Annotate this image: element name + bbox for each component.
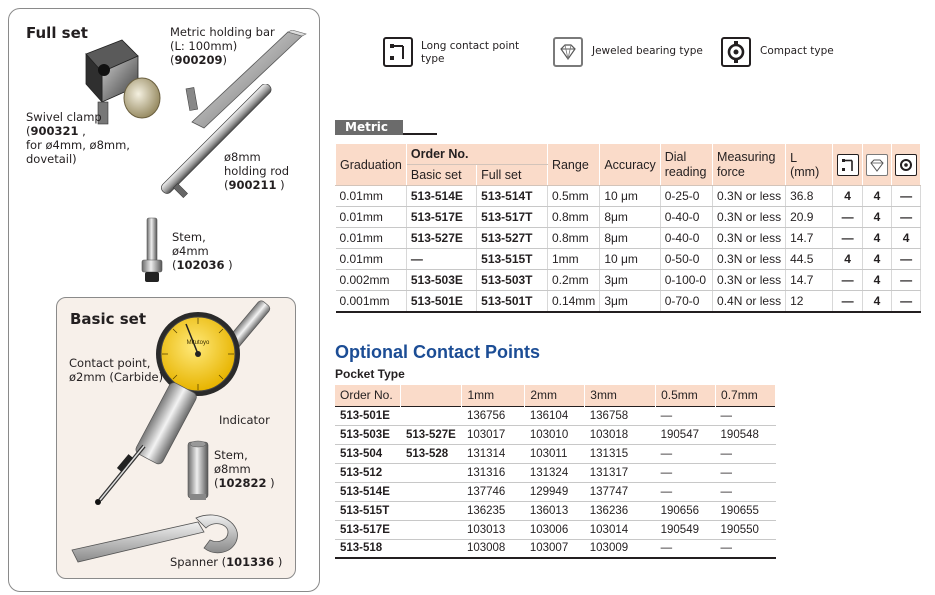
cell-1mm: 103017 bbox=[462, 425, 525, 444]
cell-order-alt bbox=[401, 539, 462, 558]
cell-accuracy: 3μm bbox=[600, 291, 660, 312]
cell-0-5mm: — bbox=[656, 406, 716, 425]
stem8-line2: ø8mm bbox=[214, 462, 251, 476]
cell-accuracy: 8μm bbox=[600, 228, 660, 249]
cell-dial-reading: 0-100-0 bbox=[660, 270, 712, 291]
cell-order: 513-501E bbox=[335, 406, 401, 425]
cell-2mm: 129949 bbox=[525, 482, 585, 501]
metric-row bbox=[336, 207, 921, 228]
th-accuracy: Accuracy bbox=[600, 144, 660, 186]
swivel-code-suffix: , bbox=[78, 124, 86, 138]
cell-force: 0.3N or less bbox=[713, 186, 786, 207]
cell-force: 0.3N or less bbox=[713, 249, 786, 270]
cell-basic-set: 513-517E bbox=[406, 207, 476, 228]
cell-accuracy: 10 μm bbox=[600, 249, 660, 270]
cell-2mm: 103011 bbox=[525, 444, 585, 463]
stem-4mm-image bbox=[136, 216, 168, 288]
cell-graduation: 0.01mm bbox=[336, 228, 407, 249]
cell-order: 513-515T bbox=[335, 501, 401, 520]
cell-3mm: 103014 bbox=[585, 520, 656, 539]
spanner-text: Spanner ( bbox=[170, 555, 227, 569]
th-jeweled bbox=[862, 144, 891, 186]
table-row bbox=[335, 444, 776, 463]
cell-range: 0.8mm bbox=[547, 207, 599, 228]
metric-bar-label: Metric holding bar (L: 100mm) (900209) bbox=[170, 25, 275, 67]
basic-set-title: Basic set bbox=[70, 310, 147, 328]
pocket-type-subtitle: Pocket Type bbox=[335, 367, 405, 381]
swivel-line1: Swivel clamp bbox=[26, 110, 102, 124]
th-full-set: Full set bbox=[477, 165, 548, 186]
cell-2mm: 131324 bbox=[525, 463, 585, 482]
cell-order-alt bbox=[401, 520, 462, 539]
cell-order-alt bbox=[401, 482, 462, 501]
cell-dial-reading: 0-40-0 bbox=[660, 228, 712, 249]
cell-long: 4 bbox=[833, 186, 862, 207]
metric-tab-label: Metric bbox=[335, 120, 403, 135]
cell-2mm: 136013 bbox=[525, 501, 585, 520]
stem8-line1: Stem, bbox=[214, 448, 248, 462]
th-compact bbox=[892, 144, 921, 186]
cell-compact: — bbox=[892, 186, 921, 207]
cell-full-set: 513-514T bbox=[477, 186, 548, 207]
cell-order-alt bbox=[401, 406, 462, 425]
th-force-line1: Measuring bbox=[717, 149, 776, 164]
cell-order-alt bbox=[401, 463, 462, 482]
cell-graduation: 0.01mm bbox=[336, 249, 407, 270]
cell-1mm: 136756 bbox=[462, 406, 525, 425]
cell-compact: — bbox=[892, 207, 921, 228]
cell-force: 0.4N or less bbox=[713, 291, 786, 312]
legend-jeweled: Jeweled bearing type bbox=[592, 45, 703, 57]
cell-jewel: 4 bbox=[862, 228, 891, 249]
cell-full-set: 513-527T bbox=[477, 228, 548, 249]
legend-compact: Compact type bbox=[760, 45, 834, 57]
cell-0-5mm: — bbox=[656, 463, 716, 482]
cell-3mm: 103009 bbox=[585, 539, 656, 558]
th-basic-set: Basic set bbox=[406, 165, 476, 186]
cell-length: 36.8 bbox=[786, 186, 833, 207]
rod-line2: holding rod bbox=[224, 164, 290, 178]
stem-8mm-image bbox=[184, 440, 212, 506]
cell-0-5mm: — bbox=[656, 539, 716, 558]
cell-1mm: 137746 bbox=[462, 482, 525, 501]
stem8-suffix: ) bbox=[266, 476, 275, 490]
cell-range: 0.14mm bbox=[547, 291, 599, 312]
stem-8mm-label: Stem, ø8mm (102822 ) bbox=[214, 448, 275, 490]
stem4-line1: Stem, bbox=[172, 230, 206, 244]
swivel-code: 900321 bbox=[30, 124, 79, 138]
metric-row bbox=[336, 291, 921, 312]
th-order-no bbox=[406, 144, 547, 165]
table-row bbox=[335, 425, 776, 444]
cell-force: 0.3N or less bbox=[713, 207, 786, 228]
contact-line2: ø2mm (Carbide) bbox=[69, 370, 164, 384]
optional-contact-points-title: Optional Contact Points bbox=[335, 342, 540, 362]
table-row bbox=[335, 501, 776, 520]
cell-jewel: 4 bbox=[862, 249, 891, 270]
cell-graduation: 0.01mm bbox=[336, 186, 407, 207]
cell-range: 0.8mm bbox=[547, 228, 599, 249]
cell-basic-set: 513-514E bbox=[406, 186, 476, 207]
metric-row bbox=[336, 249, 921, 270]
table-row bbox=[335, 406, 776, 425]
holding-rod-label: ø8mm holding rod (900211 ) bbox=[224, 150, 290, 192]
th-dial-line1: Dial bbox=[664, 149, 687, 164]
cell-0-7mm: — bbox=[716, 539, 776, 558]
stem4-suffix: ) bbox=[224, 258, 233, 272]
cell-0-7mm: — bbox=[716, 444, 776, 463]
cell-3mm: 131317 bbox=[585, 463, 656, 482]
cell-full-set: 513-503T bbox=[477, 270, 548, 291]
cell-long: — bbox=[833, 207, 862, 228]
cell-0-7mm: — bbox=[716, 406, 776, 425]
rod-line1: ø8mm bbox=[224, 150, 261, 164]
cell-force: 0.3N or less bbox=[713, 228, 786, 249]
cell-long: — bbox=[833, 270, 862, 291]
cell-accuracy: 8μm bbox=[600, 207, 660, 228]
cell-order: 513-514E bbox=[335, 482, 401, 501]
th-measuring-force bbox=[713, 144, 786, 186]
th-long-contact bbox=[833, 144, 862, 186]
swivel-clamp-label: Swivel clamp (900321 , for ø4mm, ø8mm, dovetail) bbox=[26, 110, 130, 166]
swivel-line3: for ø4mm, ø8mm, bbox=[26, 138, 130, 152]
cell-order-alt: 513-527E bbox=[401, 425, 462, 444]
table-row bbox=[335, 463, 776, 482]
legend-long-line1: Long contact point bbox=[421, 40, 520, 52]
cell-full-set: 513-517T bbox=[477, 207, 548, 228]
metric-row bbox=[336, 186, 921, 207]
th-range: Range bbox=[547, 144, 599, 186]
cell-0-7mm: — bbox=[716, 482, 776, 501]
th-graduation: Graduation bbox=[336, 144, 407, 186]
long-contact-point-icon bbox=[837, 154, 859, 176]
long-contact-point-icon bbox=[383, 37, 413, 67]
cell-dial-reading: 0-70-0 bbox=[660, 291, 712, 312]
cell-long: — bbox=[833, 291, 862, 312]
compact-type-icon bbox=[895, 154, 917, 176]
cell-order: 513-512 bbox=[335, 463, 401, 482]
stem-4mm-label: Stem, ø4mm (102036 ) bbox=[172, 230, 233, 272]
cell-dial-reading: 0-50-0 bbox=[660, 249, 712, 270]
cell-order: 513-518 bbox=[335, 539, 401, 558]
cell-basic-set: 513-503E bbox=[406, 270, 476, 291]
metric-row bbox=[336, 228, 921, 249]
th-2mm: 2mm bbox=[525, 385, 585, 406]
cell-1mm: 103008 bbox=[462, 539, 525, 558]
table-row bbox=[335, 520, 776, 539]
cell-graduation: 0.002mm bbox=[336, 270, 407, 291]
cell-3mm: 136236 bbox=[585, 501, 656, 520]
cell-2mm: 103010 bbox=[525, 425, 585, 444]
cell-length: 12 bbox=[786, 291, 833, 312]
cell-length: 14.7 bbox=[786, 270, 833, 291]
metric-bar-code: 900209 bbox=[174, 53, 223, 67]
cell-0-7mm: 190550 bbox=[716, 520, 776, 539]
table-row bbox=[335, 539, 776, 558]
stem4-line2: ø4mm bbox=[172, 244, 209, 258]
cell-order: 513-503E bbox=[335, 425, 401, 444]
cell-full-set: 513-501T bbox=[477, 291, 548, 312]
indicator-label: Indicator bbox=[219, 413, 270, 427]
stem4-code: 102036 bbox=[176, 258, 225, 272]
cell-length: 44.5 bbox=[786, 249, 833, 270]
cell-compact: — bbox=[892, 249, 921, 270]
cell-range: 0.2mm bbox=[547, 270, 599, 291]
cell-jewel: 4 bbox=[862, 207, 891, 228]
cell-accuracy: 10 μm bbox=[600, 186, 660, 207]
cell-0-5mm: — bbox=[656, 444, 716, 463]
spanner-label bbox=[170, 555, 282, 569]
jeweled-bearing-icon bbox=[866, 154, 888, 176]
cell-range: 0.5mm bbox=[547, 186, 599, 207]
rod-code: 900211 bbox=[228, 178, 277, 192]
cell-long: 4 bbox=[833, 249, 862, 270]
cell-order-alt bbox=[401, 501, 462, 520]
th-order-no: Order No. bbox=[335, 385, 401, 406]
cell-length: 20.9 bbox=[786, 207, 833, 228]
cell-0-5mm: 190547 bbox=[656, 425, 716, 444]
th-dial-line2: reading bbox=[664, 164, 707, 179]
metric-table bbox=[335, 143, 921, 313]
jeweled-bearing-icon bbox=[553, 37, 583, 67]
cell-jewel: 4 bbox=[862, 186, 891, 207]
cell-dial-reading: 0-25-0 bbox=[660, 186, 712, 207]
cell-long: — bbox=[833, 228, 862, 249]
legend-long-line2: type bbox=[421, 53, 445, 65]
compact-type-icon bbox=[721, 37, 751, 67]
th-0-5mm: 0.5mm bbox=[656, 385, 716, 406]
metric-bar-line1: Metric holding bar bbox=[170, 25, 275, 39]
stem8-code: 102822 bbox=[218, 476, 267, 490]
th-order-no-text: Order No. bbox=[410, 147, 469, 161]
spanner-suffix: ) bbox=[274, 555, 283, 569]
th-force-line2: force bbox=[717, 164, 745, 179]
cell-0-7mm: 190655 bbox=[716, 501, 776, 520]
cell-basic-set: 513-527E bbox=[406, 228, 476, 249]
cell-3mm: 137747 bbox=[585, 482, 656, 501]
rod-suffix: ) bbox=[276, 178, 285, 192]
cell-jewel: 4 bbox=[862, 270, 891, 291]
cell-0-7mm: 190548 bbox=[716, 425, 776, 444]
swivel-line4: dovetail) bbox=[26, 152, 77, 166]
cell-3mm: 131315 bbox=[585, 444, 656, 463]
cell-length: 14.7 bbox=[786, 228, 833, 249]
cell-0-5mm: 190656 bbox=[656, 501, 716, 520]
cell-0-7mm: — bbox=[716, 463, 776, 482]
cell-compact: — bbox=[892, 291, 921, 312]
cell-range: 1mm bbox=[547, 249, 599, 270]
cell-2mm: 136104 bbox=[525, 406, 585, 425]
cell-graduation: 0.01mm bbox=[336, 207, 407, 228]
cell-3mm: 136758 bbox=[585, 406, 656, 425]
cell-jewel: 4 bbox=[862, 291, 891, 312]
cell-3mm: 103018 bbox=[585, 425, 656, 444]
cell-dial-reading: 0-40-0 bbox=[660, 207, 712, 228]
cell-0-5mm: 190549 bbox=[656, 520, 716, 539]
th-order-no-alt bbox=[401, 385, 462, 406]
legend-long-contact bbox=[421, 40, 519, 66]
th-3mm: 3mm bbox=[585, 385, 656, 406]
cell-graduation: 0.001mm bbox=[336, 291, 407, 312]
cell-0-5mm: — bbox=[656, 482, 716, 501]
th-length: L (mm) bbox=[786, 144, 833, 186]
cell-full-set: 513-515T bbox=[477, 249, 548, 270]
metric-bar-suffix: ) bbox=[222, 53, 228, 67]
dial-brand-text: Mitutoyo bbox=[186, 340, 210, 346]
th-dial-reading bbox=[660, 144, 712, 186]
cell-1mm: 136235 bbox=[462, 501, 525, 520]
contact-point-label bbox=[69, 356, 163, 384]
spanner-code: 101336 bbox=[226, 555, 275, 569]
cell-1mm: 103013 bbox=[462, 520, 525, 539]
cell-2mm: 103007 bbox=[525, 539, 585, 558]
cell-order-alt: 513-528 bbox=[401, 444, 462, 463]
cell-2mm: 103006 bbox=[525, 520, 585, 539]
contact-line1: Contact point, bbox=[69, 356, 151, 370]
optional-contact-table bbox=[335, 385, 776, 559]
cell-basic-set: — bbox=[406, 249, 476, 270]
full-set-title: Full set bbox=[26, 24, 88, 42]
metric-bar-line2: (L: 100mm) bbox=[170, 39, 238, 53]
cell-force: 0.3N or less bbox=[713, 270, 786, 291]
cell-1mm: 131314 bbox=[462, 444, 525, 463]
table-row bbox=[335, 482, 776, 501]
cell-compact: 4 bbox=[892, 228, 921, 249]
cell-order: 513-517E bbox=[335, 520, 401, 539]
cell-1mm: 131316 bbox=[462, 463, 525, 482]
metric-row bbox=[336, 270, 921, 291]
metric-tab-underline bbox=[403, 133, 437, 135]
cell-basic-set: 513-501E bbox=[406, 291, 476, 312]
th-0-7mm: 0.7mm bbox=[716, 385, 776, 406]
cell-accuracy: 3μm bbox=[600, 270, 660, 291]
cell-compact: — bbox=[892, 270, 921, 291]
th-1mm: 1mm bbox=[462, 385, 525, 406]
cell-order: 513-504 bbox=[335, 444, 401, 463]
